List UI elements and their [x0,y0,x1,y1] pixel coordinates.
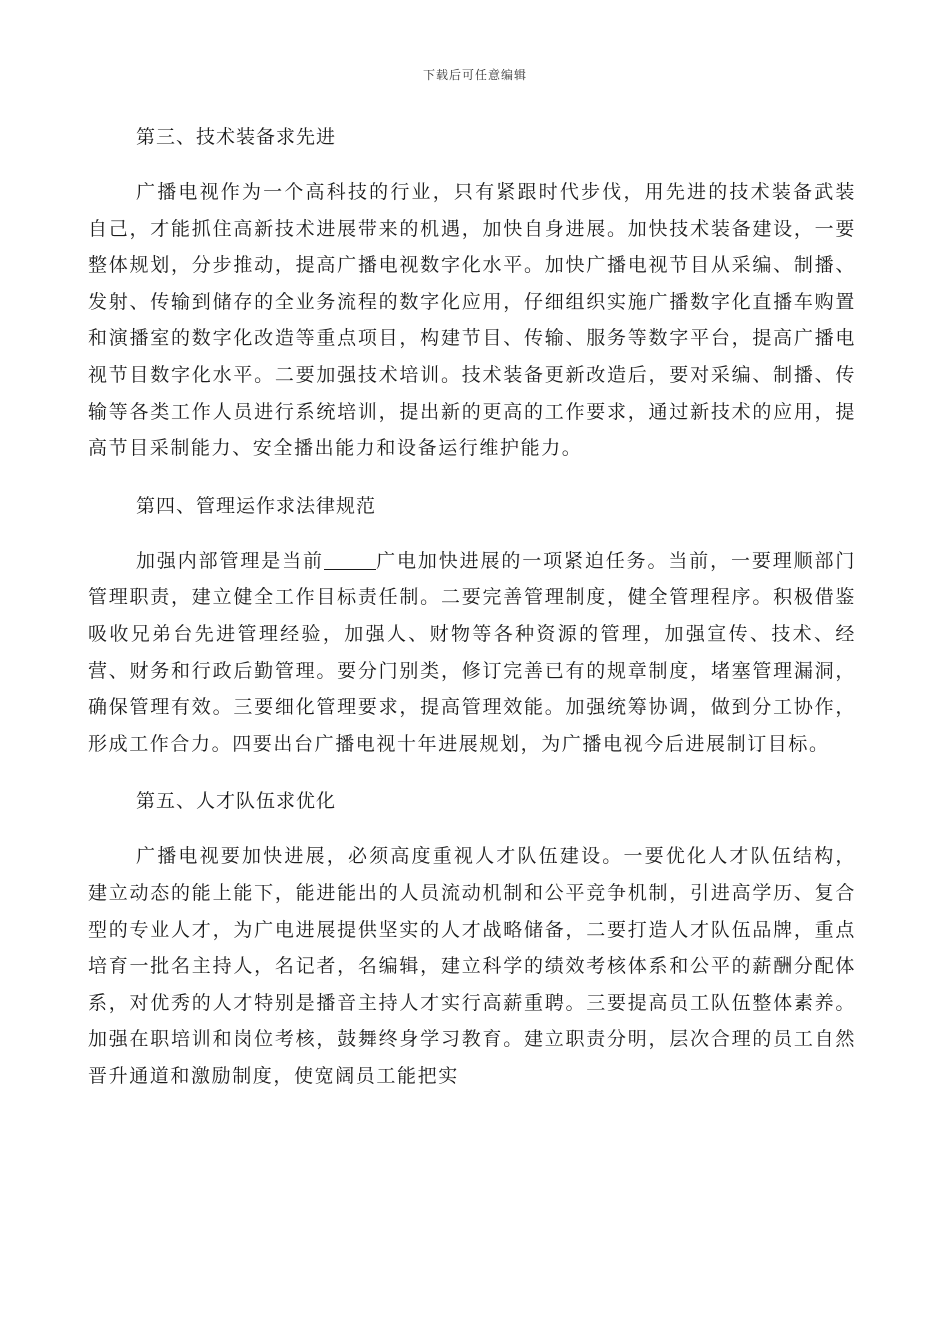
section-heading-5: 第五、人才队伍求优化 [136,790,337,813]
document-body [88,112,856,1108]
page-header: 下载后可任意编辑 [422,68,527,82]
section-heading-4: 第四、管理运作求法律规范 [136,494,377,517]
section-paragraph-4 [88,543,856,763]
section-heading-3: 第三、技术装备求先进 [136,126,337,148]
section-paragraph-5: 广播电视要加快进展，必须高度重视人才队伍建设。一要优化人才队伍结构，建立动态的能上能下，能进能出的人员流动机制和公平竞争机制，引进高学历、复合型的专业人才，为广电进展提供坚实的人才战略储备，二要打造人才队伍品牌，重点培育一批名主持人，名记者，名编辑，建立科学的绩效考核体系和公平的薪酬分配体系，对优秀的人才特别是播音主持人才实行高薪重聘。三要提高员工队伍整体素养。加强在职培训和岗位考核，鼓舞终身学习教育。建立职责分明，层次合理的员工自然晋升通道和激励制度，使宽阔员工能把实 [88,845,856,1087]
paragraph-text-before-blank: 加强内部管理是当前 [136,549,324,572]
section-paragraph-3: 广播电视作为一个高科技的行业，只有紧跟时代步伐，用先进的技术装备武装自己，才能抓住高新技术进展带来的机遇，加快自身进展。加快技术装备建设，一要整体规划，分步推动，提高广播电视数字化水平。加快广播电视节目从采编、制播、发射、传输到储存的全业务流程的数字化应用，仔细组织实施广播数字化直播车购置和演播室的数字化改造等重点项目，构建节目、传输、服务等数字平台，提高广播电视节目数字化水平。二要加强技术培训。技术装备更新改造后，要对采编、制播、传输等各类工作人员进行系统培训，提出新的更高的工作要求，通过新技术的应用，提高节目采制能力、安全播出能力和设备运行维护能力。 [88,181,856,460]
fill-in-blank [324,550,376,570]
paragraph-text-after-blank: 广电加快进展的一项紧迫任务。当前，一要理顺部门管理职责，建立健全工作目标责任制。二要完善管理制度，健全管理程序。积极借鉴吸收兄弟台先进管理经验，加强人、财物等各种资源的管理，加强宣传、技术、经营、财务和行政后勤管理。要分门别类，修订完善已有的规章制度，堵塞管理漏洞，确保管理有效。三要细化管理要求，提高管理效能。加强统筹协调，做到分工协作，形成工作合力。四要出台广播电视十年进展规划，为广播电视今后进展制订目标。 [88,549,856,755]
